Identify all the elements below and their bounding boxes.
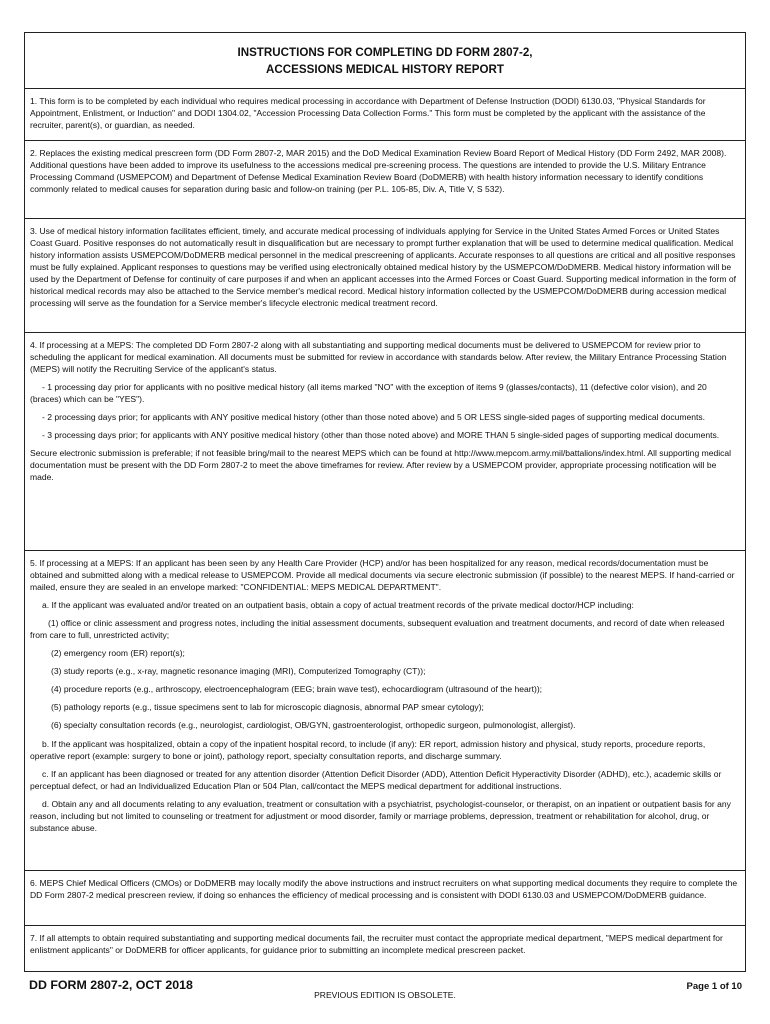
section-1: [25, 89, 745, 141]
title-line-1: INSTRUCTIONS FOR COMPLETING DD FORM 2807-2,: [237, 45, 533, 59]
section-2: [25, 141, 745, 219]
timeframe-3-days: - 3 processing days prior; for applicants with ANY positive medical history (other than those noted above) and MORE THAN 5 single-sided pages of supporting medical documents.: [42, 430, 720, 441]
item-d: d. Obtain any and all documents relating to any evaluation, treatment or consultation with a psychiatrist, psychologist-counselor, or therapist, on an inpatient or outpatient basis for any reason, including but not limited to counseling or treatment for adjustment or mood disorder, family or marriage problems, depression, treatment or rehabilitation for alcohol, drug, or substance abuse.: [30, 798, 731, 833]
section-4: [25, 333, 745, 551]
item-a5: (5) pathology reports (e.g., tissue specimens sent to lab for microscopic diagnosis, abnormal PAP smear cytology);: [51, 702, 484, 713]
section-6: [25, 871, 745, 926]
form-title: [25, 33, 745, 89]
timeframe-1-day: - 1 processing day prior for applicants with no positive medical history (all items marked "NO" with the exception of items 9 (glasses/contacts), 11 (defective color vision), and 20 (braces) which can be "YES").: [30, 382, 707, 405]
section-6-text: 6. MEPS Chief Medical Officers (CMOs) or DoDMERB may locally modify the above instructions and instruct recruiters on what supporting medical documents they require to complete the DD Form 2807-2 medical prescreen review, if doing so enhances the efficiency of medical processing and is consistent with DODI 6130.03 and USMEPCOM/DoDMERB guidance.: [30, 878, 738, 901]
item-a4: (4) procedure reports (e.g., arthroscopy, electroencephalogram (EEG; brain wave test), echocardiogram (ultrasound of the heart));: [51, 684, 543, 695]
item-c: c. If an applicant has been diagnosed or treated for any attention disorder (Attention Deficit Disorder (ADD), Attention Deficit Hyperactivity Disorder (ADHD), etc.), academic skills or perceptual defect, or had an Individualized Education Plan or 504 Plan, call/contact the MEPS medical department for additional instructions.: [30, 768, 722, 791]
item-a6: (6) specialty consultation records (e.g., neurologist, cardiologist, OB/GYN, gastroenterologist, orthopedic surgeon, pulmonologist, allergist).: [51, 720, 576, 731]
section-3: [25, 219, 745, 333]
item-a: a. If the applicant was evaluated and/or treated on an outpatient basis, obtain a copy of actual treatment records of the private medical doctor/HCP including:: [42, 600, 634, 611]
item-a1: (1) office or clinic assessment and progress notes, including the initial assessment documents, subsequent evaluation and treatment documents, and record of date when released from care to full, unrestricted activity;: [30, 618, 725, 641]
section-7-text: 7. If all attempts to obtain required substantiating and supporting medical documents fail, the recruiter must contact the appropriate medical department, "MEPS medical department for enlistment applicants" or DoDMERB for officer applicants, for guidance prior to submitting an incomplete medical prescreen packet.: [30, 933, 723, 956]
timeframe-2-days: - 2 processing days prior; for applicants with ANY positive medical history (other than those noted above) and 5 OR LESS single-sided pages of supporting medical documents.: [42, 412, 706, 423]
page-number: Page 1 of 10: [686, 981, 742, 992]
section-2-text: 2. Replaces the existing medical prescreen form (DD Form 2807-2, MAR 2015) and the DoD Medical Examination Review Board Report of Medical History (DD Form 2492, MAR 2008). Additional questions have been added to improve its usefulness to the accessions medical pre-screening process. The questions are intended to provide the U.S. Military Entrance Processing Command (USMEPCOM) and Department of Defense Medical Examination Review Board (DoDMERB) with health history information necessary to identify conditions commonly related to medical causes for separation during basic and follow-on training (per P.L. 105-85, Div. A, Title V, S 532).: [30, 148, 727, 195]
item-a3: (3) study reports (e.g., x-ray, magnetic resonance imaging (MRI), Computerized Tomography (CT));: [51, 666, 426, 677]
item-a2: (2) emergency room (ER) report(s);: [51, 648, 185, 659]
form-identifier: DD FORM 2807-2, OCT 2018: [29, 978, 193, 992]
instructions-form: [24, 32, 746, 972]
section-3-text: 3. Use of medical history information facilitates efficient, timely, and accurate medical processing of individuals applying for Service in the United States Armed Forces or United States Coast Guard. Positive responses do not automatically result in disqualification but are necessary to prompt further explanation that will be used to determine medical qualification. Medical history information assists USMEPCOM/DoDMERB medical personnel in the medical prescreening of applicants. Accurate responses to all questions are critical and all positive responses must be fully explained. Applicant responses to questions may be verified using electronically obtained medical history by the USMEPCOM/DoDMERB. Medical history information will be used by the Department of Defense for continuity of care purposes if and when an applicant accesses into the Armed Forces or Coast Guard. Supporting medical information in the form of historical medical records may also be attached to the Service member's medical record. Medical history information collected by the USMEPCOM/DoDMERB during accession medical processing will serve as the foundation for a Service member's lifecycle electronic medical treatment record.: [30, 226, 736, 309]
edition-note: PREVIOUS EDITION IS OBSOLETE.: [314, 990, 456, 1000]
section-5: [25, 551, 745, 871]
section-7: [25, 926, 745, 966]
section-1-text: 1. This form is to be completed by each individual who requires medical processing in accordance with Department of Defense Instruction (DODI) 6130.03, "Physical Standards for Appointment, Enlistment, or Induction" and DODI 1304.02, "Accession Processing Data Collection Forms." This form must be completed by the applicant with the assistance of the recruiter, parent(s), or guardian, as needed.: [30, 96, 706, 131]
item-b: b. If the applicant was hospitalized, obtain a copy of the inpatient hospital record, to include (if any): ER report, admission history and physical, study reports, procedure reports, operative report (example: surgery to bone or joint), pathology report, specialty consultation reports, and discharge summary.: [30, 738, 706, 761]
section-5-text: 5. If processing at a MEPS: If an applicant has been seen by any Health Care Provider (HCP) and/or has been hospitalized for any reason, medical records/documentation must be obtained and submitted along with a medical release to USMEPCOM. Provide all medical documents via secure electronic submission (if possible) to the nearest MEPS. If hand-carried or mailed, ensure they are sealed in an envelope marked: "CONFIDENTIAL: MEPS MEDICAL DEPARTMENT".: [30, 558, 735, 593]
section-4-text: 4. If processing at a MEPS: The completed DD Form 2807-2 along with all substantiating and supporting medical documents must be delivered to USMEPCOM for review prior to scheduling the applicant for medical examination. All documents must be submitted for review in accordance with standards below. After review, the Military Entrance Processing Station (MEPS) will notify the Recruiting Service of the applicant's status.: [30, 340, 727, 375]
submission-note: Secure electronic submission is preferable; if not feasible bring/mail to the nearest MEPS which can be found at http://www.mepcom.army.mil/battalions/index.html. All supporting medical documentation must be present with the DD Form 2807-2 to meet the above timeframes for review. After review by a USMEPCOM provider, appropriate processing notification will be made.: [30, 448, 732, 483]
title-line-2: ACCESSIONS MEDICAL HISTORY REPORT: [266, 62, 504, 76]
